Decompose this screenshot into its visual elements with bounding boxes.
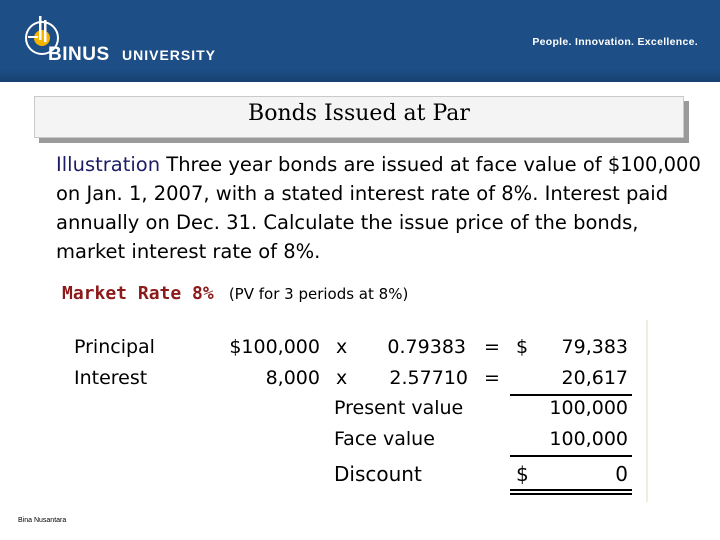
interest-result: 20,617 (561, 367, 628, 389)
face-value-result: 100,000 (549, 428, 628, 450)
principal-currency: $ (516, 336, 529, 358)
illustration-text: Three year bonds are issued at face value of $100,000 on Jan. 1, 2007, with a stated interest rate of 8%. Interest paid annually on Dec. 31. Calculate the issue price of the bonds, market interest rate of 8%. (56, 153, 701, 263)
principal-factor: 0.79383 (387, 336, 466, 358)
slide-title: Bonds Issued at Par (248, 101, 470, 126)
tagline: People. Innovation. Excellence. (532, 36, 698, 48)
market-rate-label: Market Rate 8% (62, 283, 214, 304)
principal-result: 79,383 (561, 336, 628, 358)
market-rate-note: (PV for 3 periods at 8%) (228, 285, 409, 303)
discount-currency: $ (516, 462, 529, 486)
discount-underline-2 (510, 493, 632, 495)
vertical-divider (646, 320, 648, 502)
principal-amount: $100,000 (229, 336, 320, 358)
interest-op: x (336, 367, 348, 389)
face-value-label: Face value (334, 428, 435, 450)
interest-factor: 2.57710 (389, 367, 468, 389)
interest-amount: 8,000 (265, 367, 320, 389)
discount-result: 0 (615, 462, 628, 486)
subtotal-underline (510, 394, 632, 396)
interest-eq: = (484, 367, 500, 389)
market-rate-row (62, 283, 408, 304)
principal-eq: = (484, 336, 500, 358)
footer-text: Bina Nusantara (18, 517, 67, 524)
present-value-result: 100,000 (549, 397, 628, 419)
brand-name: BINUS (48, 44, 110, 65)
present-value-label: Present value (334, 397, 464, 419)
discount-underline-1 (510, 489, 632, 491)
discount-label: Discount (334, 462, 422, 486)
illustration-paragraph (56, 150, 706, 266)
principal-op: x (336, 336, 348, 358)
total-underline (510, 455, 632, 457)
binus-logo (18, 14, 238, 74)
illustration-lead: Illustration (56, 153, 161, 176)
brand-suffix: UNIVERSITY (122, 47, 217, 63)
title-box (34, 96, 684, 138)
header-bar (0, 0, 720, 82)
principal-label: Principal (74, 336, 155, 358)
interest-label: Interest (74, 367, 148, 389)
